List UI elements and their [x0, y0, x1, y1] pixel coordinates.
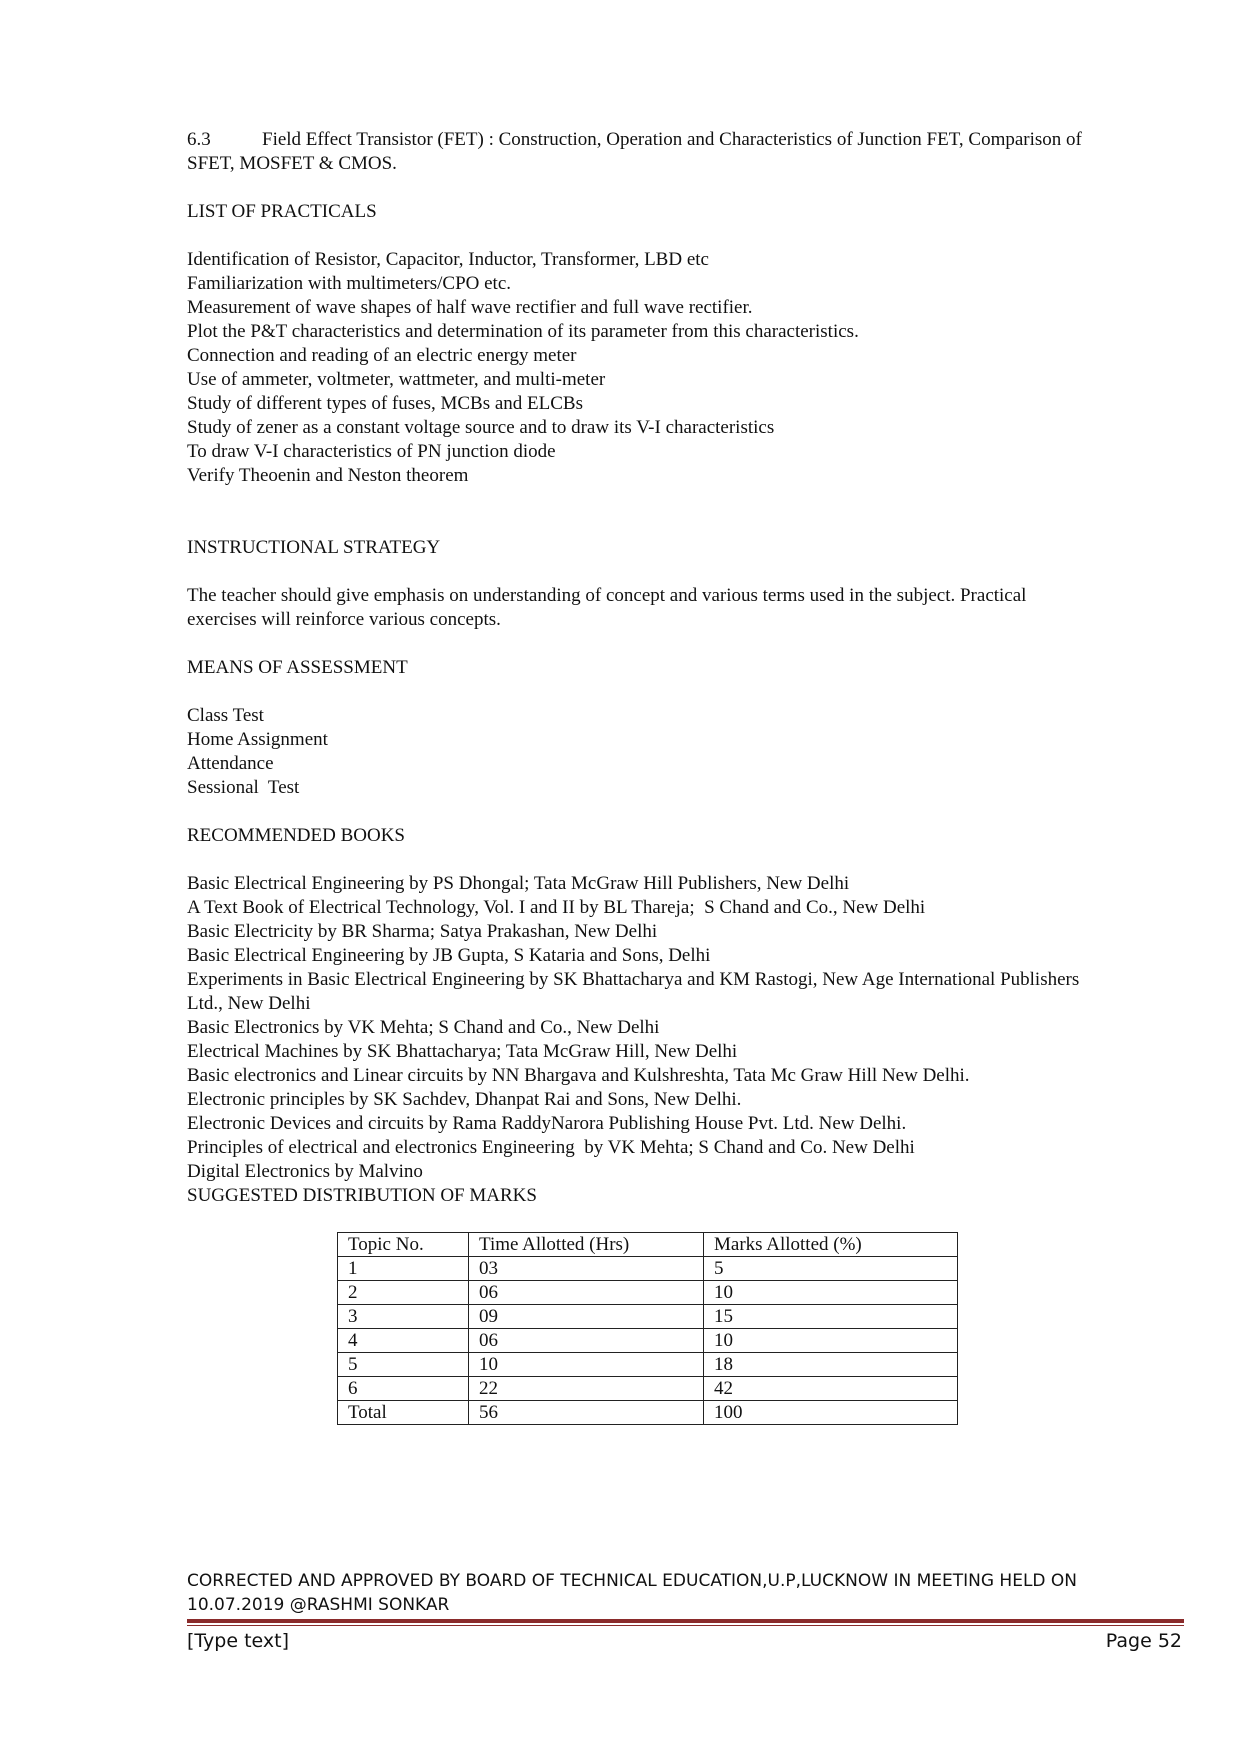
table-row — [338, 1281, 958, 1305]
table-cell: 09 — [469, 1305, 704, 1329]
assessment-item: Sessional Test — [187, 777, 300, 798]
table-row — [338, 1257, 958, 1281]
book-item: Electrical Machines by SK Bhattacharya; Tata McGraw Hill, New Delhi — [187, 1041, 738, 1062]
table-cell: 03 — [469, 1257, 704, 1281]
book-item: Basic Electricity by BR Sharma; Satya Prakashan, New Delhi — [187, 921, 658, 942]
footer-rule-thin — [187, 1625, 1184, 1626]
book-item: Basic Electrical Engineering by JB Gupta, S Kataria and Sons, Delhi — [187, 945, 711, 966]
table-cell: 3 — [338, 1305, 469, 1329]
table-cell: 6 — [338, 1377, 469, 1401]
book-item: Basic electronics and Linear circuits by NN Bhargava and Kulshreshta, Tata Mc Graw Hill New Delhi. — [187, 1065, 970, 1086]
practicals-heading: LIST OF PRACTICALS — [187, 201, 377, 222]
approval-line1: CORRECTED AND APPROVED BY BOARD OF TECHNICAL EDUCATION,U.P,LUCKNOW IN MEETING HELD ON — [187, 1571, 1078, 1591]
footer-rule-thick — [187, 1619, 1184, 1623]
book-item: Electronic Devices and circuits by Rama RaddyNarora Publishing House Pvt. Ltd. New Delhi. — [187, 1113, 907, 1134]
section-6-3-line2: SFET, MOSFET & CMOS. — [187, 153, 397, 174]
practical-item: Use of ammeter, voltmeter, wattmeter, and multi-meter — [187, 369, 606, 390]
book-item: Electronic principles by SK Sachdev, Dhanpat Rai and Sons, New Delhi. — [187, 1089, 742, 1110]
table-row — [338, 1377, 958, 1401]
table-cell: Total — [338, 1401, 469, 1425]
table-cell: 1 — [338, 1257, 469, 1281]
table-cell: 06 — [469, 1329, 704, 1353]
practical-item: Study of zener as a constant voltage source and to draw its V-I characteristics — [187, 417, 775, 438]
assessment-heading: MEANS OF ASSESSMENT — [187, 657, 408, 678]
table-header-cell: Marks Allotted (%) — [704, 1233, 958, 1257]
practical-item: Study of different types of fuses, MCBs and ELCBs — [187, 393, 583, 414]
approval-line2: 10.07.2019 @RASHMI SONKAR — [187, 1595, 450, 1615]
table-total-row — [338, 1401, 958, 1425]
table-cell: 42 — [704, 1377, 958, 1401]
book-item: Basic Electrical Engineering by PS Dhongal; Tata McGraw Hill Publishers, New Delhi — [187, 873, 850, 894]
book-item: Digital Electronics by Malvino — [187, 1161, 423, 1182]
practical-item: Connection and reading of an electric energy meter — [187, 345, 577, 366]
table-header-row — [338, 1233, 958, 1257]
practical-item: Familiarization with multimeters/CPO etc. — [187, 273, 512, 294]
assessment-item: Home Assignment — [187, 729, 328, 750]
practical-item: Measurement of wave shapes of half wave rectifier and full wave rectifier. — [187, 297, 753, 318]
footer-placeholder-text: [Type text] — [187, 1630, 290, 1652]
book-item: Experiments in Basic Electrical Engineering by SK Bhattacharya and KM Rastogi, New Age International Publishers — [187, 969, 1080, 990]
practicals-list — [187, 248, 1172, 488]
section-6-3-text: Field Effect Transistor (FET) : Construction, Operation and Characteristics of Junction FET, Comparison of — [262, 129, 1082, 150]
strategy-text-line2: exercises will reinforce various concepts. — [187, 609, 501, 630]
assessment-item: Class Test — [187, 705, 264, 726]
table-cell: 10 — [704, 1281, 958, 1305]
table-cell: 5 — [338, 1353, 469, 1377]
page-number: Page 52 — [1105, 1630, 1182, 1652]
table-header-cell: Time Allotted (Hrs) — [469, 1233, 704, 1257]
table-row — [338, 1329, 958, 1353]
approval-footer — [187, 1569, 1182, 1617]
table-cell: 5 — [704, 1257, 958, 1281]
distribution-heading: SUGGESTED DISTRIBUTION OF MARKS — [187, 1185, 537, 1206]
practical-item: Identification of Resistor, Capacitor, Inductor, Transformer, LBD etc — [187, 249, 709, 270]
assessment-list — [187, 704, 1172, 800]
section-number: 6.3 — [187, 129, 211, 150]
table-row — [338, 1305, 958, 1329]
table-cell: 10 — [469, 1353, 704, 1377]
books-heading: RECOMMENDED BOOKS — [187, 825, 405, 846]
table-cell: 4 — [338, 1329, 469, 1353]
table-cell: 22 — [469, 1377, 704, 1401]
table-cell: 2 — [338, 1281, 469, 1305]
table-cell: 15 — [704, 1305, 958, 1329]
table-cell: 18 — [704, 1353, 958, 1377]
assessment-item: Attendance — [187, 753, 274, 774]
marks-distribution-table — [337, 1232, 958, 1425]
practical-item: Plot the P&T characteristics and determination of its parameter from this characteristics. — [187, 321, 859, 342]
section-6-3-line1 — [187, 128, 1172, 152]
book-item: Basic Electronics by VK Mehta; S Chand and Co., New Delhi — [187, 1017, 660, 1038]
strategy-heading: INSTRUCTIONAL STRATEGY — [187, 537, 441, 558]
table-cell: 56 — [469, 1401, 704, 1425]
document-body — [187, 128, 1172, 1208]
table-header-cell: Topic No. — [338, 1233, 469, 1257]
book-item: Ltd., New Delhi — [187, 993, 311, 1014]
table-cell: 10 — [704, 1329, 958, 1353]
book-item: A Text Book of Electrical Technology, Vol. I and II by BL Thareja; S Chand and Co., New Delhi — [187, 897, 926, 918]
practical-item: To draw V-I characteristics of PN junction diode — [187, 441, 556, 462]
table-cell: 100 — [704, 1401, 958, 1425]
book-item: Principles of electrical and electronics Engineering by VK Mehta; S Chand and Co. New Delhi — [187, 1137, 915, 1158]
books-list — [187, 872, 1172, 1184]
table-row — [338, 1353, 958, 1377]
strategy-text-line1: The teacher should give emphasis on understanding of concept and various terms used in the subject. Practical — [187, 585, 1027, 606]
practical-item: Verify Theoenin and Neston theorem — [187, 465, 469, 486]
table-cell: 06 — [469, 1281, 704, 1305]
